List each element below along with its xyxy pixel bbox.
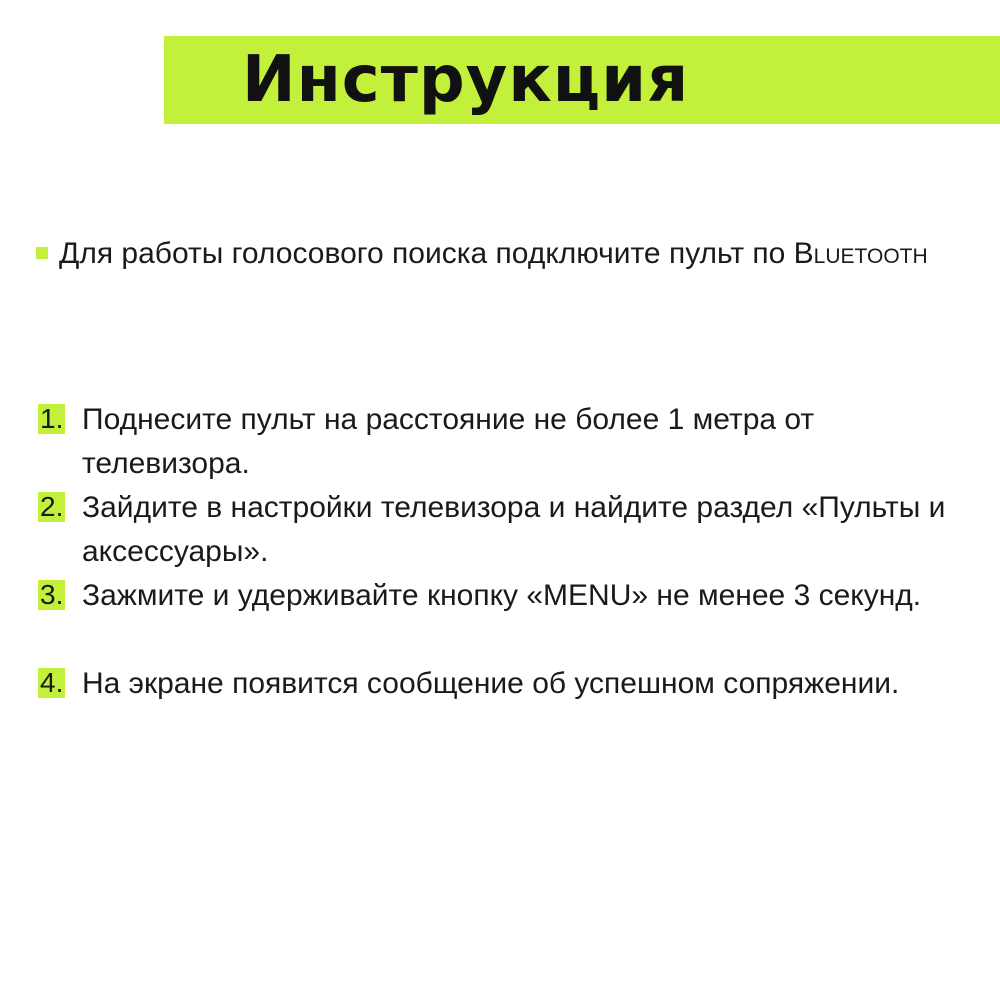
step-item <box>38 574 968 662</box>
step-text: Зажмите и удерживайте кнопку «MENU» не менее 3 секунд. <box>82 579 922 612</box>
step-number: 1. <box>40 403 64 434</box>
step-number: 3. <box>40 579 64 610</box>
page-title: Инструкция <box>242 43 690 117</box>
intro-note <box>36 232 966 276</box>
step-item <box>38 398 968 486</box>
bullet-square-icon <box>36 247 48 259</box>
step-number: 2. <box>40 491 64 522</box>
step-text: На экране появится сообщение об успешном сопряжении. <box>82 667 900 700</box>
intro-text-main: Для работы голосового поиска подключите пульт по <box>59 237 794 270</box>
step-text: Зайдите в настройки телевизора и найдите раздел «Пульты и аксессуары». <box>82 491 946 568</box>
step-item <box>38 662 968 750</box>
step-text: Поднесите пульт на расстояние не более 1 метра от телевизора. <box>82 403 815 480</box>
bluetooth-label: Bluetooth <box>793 237 928 270</box>
intro-text <box>59 232 966 276</box>
step-item <box>38 486 968 574</box>
title-banner <box>164 36 1000 124</box>
step-number: 4. <box>40 667 64 698</box>
steps-list <box>38 398 968 750</box>
